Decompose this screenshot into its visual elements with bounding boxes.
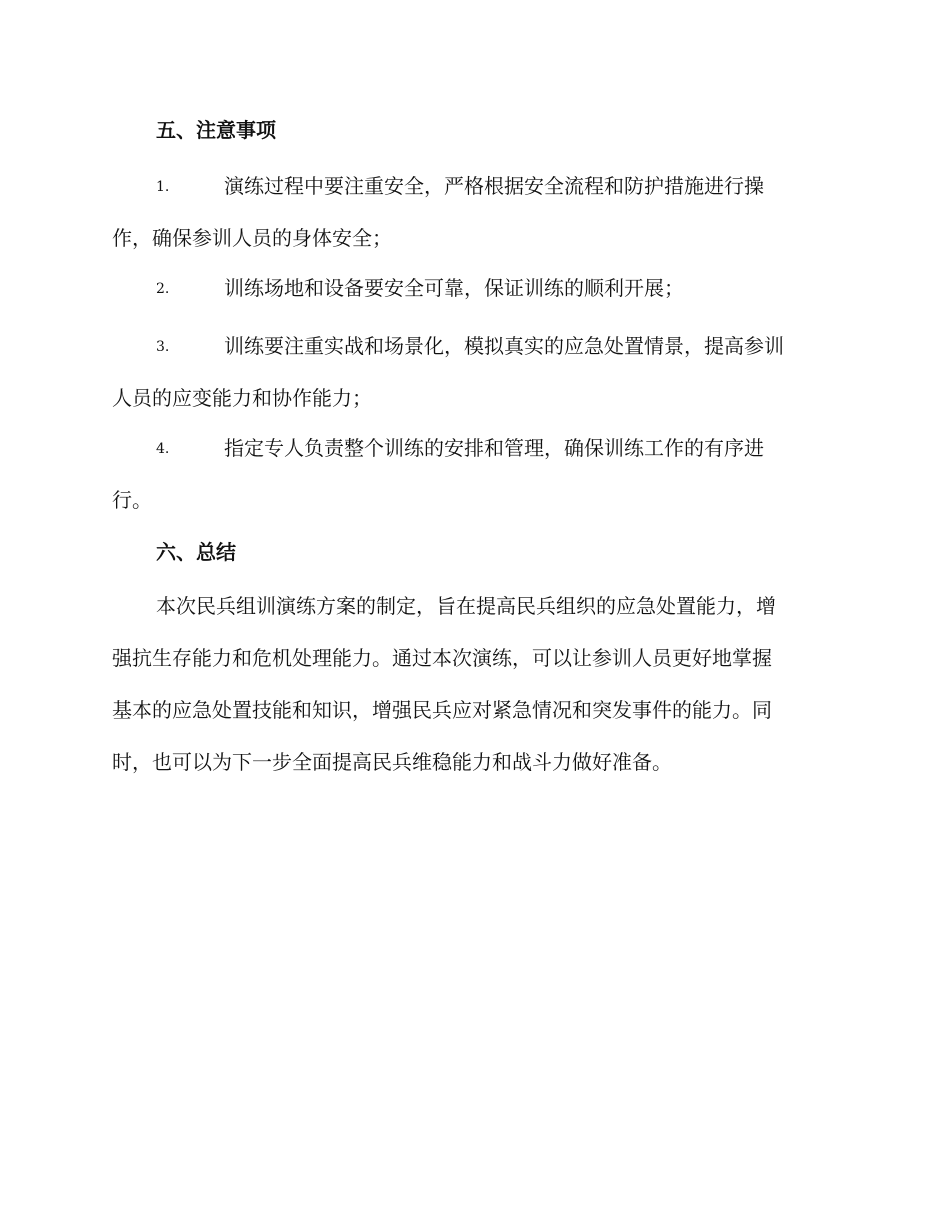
list-item-number: 3. (156, 339, 170, 355)
list-item-number: 1. (156, 179, 170, 195)
paragraph-line: 基本的应急处置技能和知识，增强民兵应对紧急情况和突发事件的能力。同 (112, 698, 772, 722)
list-item-text: 演练过程中要注重安全，严格根据安全流程和防护措施进行操 (224, 174, 764, 198)
section-heading-summary: 六、总结 (156, 540, 236, 564)
list-item-text: 指定专人负责整个训练的安排和管理，确保训练工作的有序进 (224, 436, 764, 460)
section-heading-notes: 五、注意事项 (156, 118, 276, 142)
summary-paragraph (112, 580, 838, 788)
list-item (112, 262, 838, 314)
paragraph-line: 时，也可以为下一步全面提高民兵维稳能力和战斗力做好准备。 (112, 750, 672, 774)
list-item (112, 320, 838, 424)
list-item-text-continued: 人员的应变能力和协作能力； (112, 386, 372, 410)
list-item-text-continued: 行。 (112, 488, 152, 512)
list-item-number: 4. (156, 441, 170, 457)
list-item-text: 训练要注重实战和场景化，模拟真实的应急处置情景，提高参训 (224, 334, 784, 358)
list-item-number: 2. (156, 281, 170, 297)
list-item-text-continued: 作，确保参训人员的身体安全； (112, 226, 392, 250)
paragraph-line: 本次民兵组训演练方案的制定，旨在提高民兵组织的应急处置能力，增 (156, 594, 776, 618)
list-item (112, 422, 838, 526)
list-item-text: 训练场地和设备要安全可靠，保证训练的顺利开展； (224, 276, 684, 300)
list-item (112, 160, 838, 264)
paragraph-line: 强抗生存能力和危机处理能力。通过本次演练，可以让参训人员更好地掌握 (112, 646, 772, 670)
